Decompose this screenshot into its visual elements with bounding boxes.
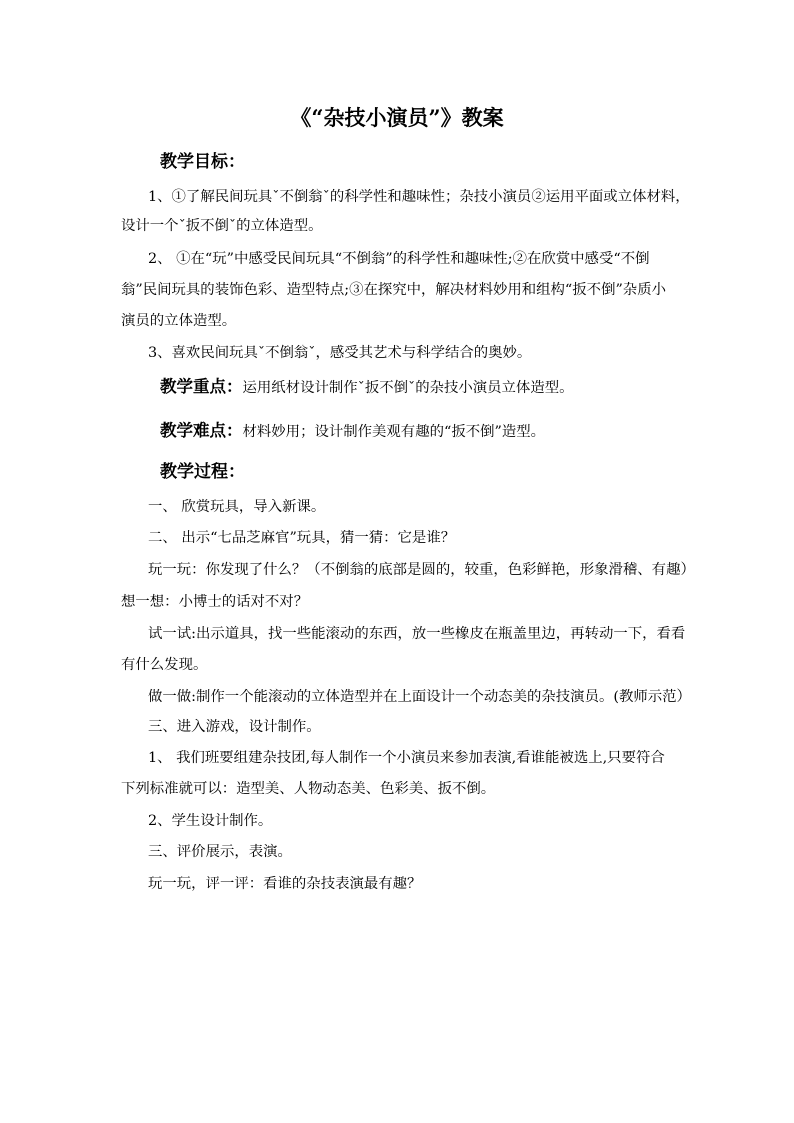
process-step-2: 二、 出示“七品芝麻官”玩具，猜一猜：它是谁？ [148,530,456,546]
goal-1-line-2: 设计一个ˇ扳不倒ˇ的立体造型。 [121,218,323,234]
goal-3-line-1: 3、喜欢民间玩具ˇ不倒翁ˇ，感受其艺术与科学结合的奥妙。 [148,345,532,361]
process-3-2: 2、学生设计制作。 [148,813,273,829]
key-point [160,377,680,398]
key-point-label: 教学重点： [160,377,243,396]
process-3-1-line-2: 下列标准就可以：造型美、人物动态美、色彩美、扳不倒。 [121,781,496,797]
process-evaluate: 玩一玩，评一评：看谁的杂技表演最有趣？ [148,876,422,892]
difficulty-label: 教学难点： [160,421,243,440]
process-try-line-1: 试一试:出示道具，找一些能滚动的东西，放一些橡皮在瓶盖里边，再转动一下，看看 [148,626,686,642]
goal-2-line-1: 2、 ①在“玩”中感受民间玩具“不倒翁”的科学性和趣味性;②在欣赏中感受“不倒 [148,251,650,267]
process-think: 想一想：小博士的话对不对？ [121,594,309,610]
process-step-3: 三、进入游戏，设计制作。 [148,719,321,735]
process-step-4: 三、评价展示，表演。 [148,844,292,860]
goal-2-line-2: 翁”民间玩具的装饰色彩、造型特点;③在探究中，解决材料妙用和组构“扳不倒”杂质小 [121,282,666,298]
process-heading: 教学过程： [160,462,245,482]
process-3-1-line-1: 1、 我们班要组建杂技团,每人制作一个小演员来参加表演,看谁能被选上,只要符合 [148,750,665,766]
difficulty-text: 材料妙用；设计制作美观有趣的“扳不倒”造型。 [242,424,546,440]
goal-1-line-1: 1、①了解民间玩具ˇ不倒翁ˇ的科学性和趣味性；杂技小演员②运用平面或立体材料， [148,189,690,205]
goals-heading: 教学目标： [160,152,245,172]
process-play: 玩一玩：你发现了什么？（不倒翁的底部是圆的，较重，色彩鲜艳，形象滑稽、有趣） [148,562,695,578]
process-try-line-2: 有什么发现。 [121,657,208,673]
key-point-text: 运用纸材设计制作ˇ扳不倒ˇ的杂技小演员立体造型。 [242,380,574,396]
goal-2-line-3: 演员的立体造型。 [121,313,237,329]
document-title: 《“杂技小演员”》教案 [290,105,504,130]
process-make: 做一做:制作一个能滚动的立体造型并在上面设计一个动态美的杂技演员。(教师示范） [148,689,691,705]
difficulty [160,421,680,442]
process-step-1: 一、 欣赏玩具，导入新课。 [148,499,326,515]
